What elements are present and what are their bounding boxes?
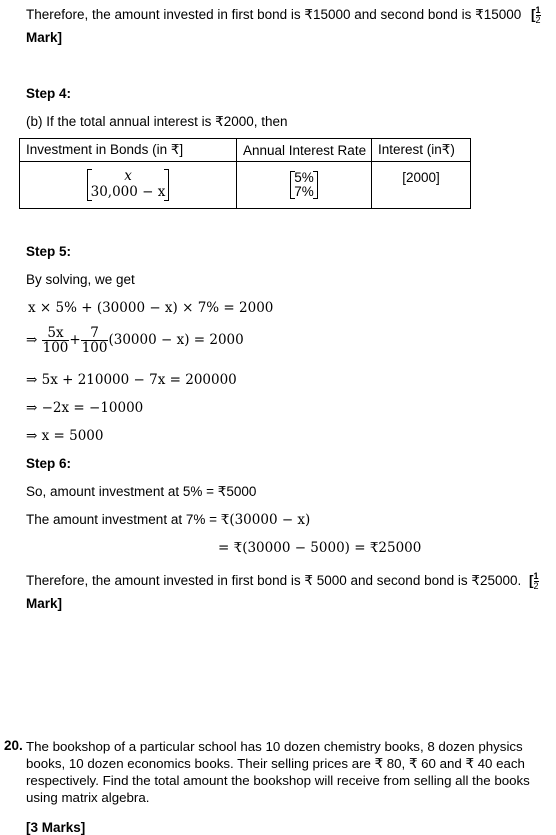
mark-label: Mark] (26, 596, 63, 611)
equation-5: ⇒ x = 5000 (26, 428, 104, 444)
table-row (20, 162, 471, 209)
equation-2 (26, 326, 244, 355)
equation-3: ⇒ 5x + 210000 − 7x = 200000 (26, 372, 237, 388)
conclusion-step6-text: Therefore, the amount invested in first bond is ₹ 5000 and second bond is ₹25000. (26, 573, 522, 589)
question-line: using matrix algebra. (26, 790, 150, 805)
equation-4: ⇒ −2x = −10000 (26, 400, 144, 416)
matrix-entry: 7% (294, 184, 314, 199)
step6-line3: = ₹(30000 − 5000) = ₹25000 (218, 540, 422, 556)
question-line: books, 10 dozen economics books. Their selling prices are ₹ 80, ₹ 60 and ₹ 40 each (26, 756, 525, 771)
table-cell-rate (237, 162, 372, 209)
conclusion-step3 (26, 6, 541, 25)
half-fraction: $\frac{1}{2}$ (533, 571, 539, 591)
half-mark-open: [ (529, 573, 534, 589)
table-header-cell: Investment in Bonds (in ₹] (20, 139, 237, 162)
matrix-entry: x (124, 168, 132, 185)
step6-line1: So, amount investment at 5% = ₹5000 (26, 484, 257, 499)
mark-label: Mark] (26, 30, 63, 45)
implies-symbol: ⇒ (26, 332, 38, 349)
question-line: The bookshop of a particular school has 10 dozen chemistry books, 8 dozen physics (26, 739, 523, 754)
half-mark-open: [ (531, 7, 536, 23)
step5-heading: Step 5: (26, 244, 72, 259)
matrix-entry: 5% (294, 169, 314, 185)
question-line: respectively. Find the total amount the bookshop will receive from selling all the books (26, 773, 530, 788)
fraction-7-100: $\frac{7}{100}$ (81, 325, 108, 357)
step4-intro: (b) If the total annual interest is ₹2000, then (26, 114, 288, 129)
half-fraction: $\frac{1}{2}$ (535, 5, 541, 25)
step5-intro: By solving, we get (26, 272, 135, 287)
step6-line2-text: The amount investment at 7% = (26, 512, 221, 527)
question-20-text (26, 738, 530, 806)
table-header-cell: Interest (in₹) (372, 139, 471, 162)
step6-heading: Step 6: (26, 456, 72, 471)
question-number: 20. (4, 738, 23, 753)
table-header-row (20, 139, 471, 162)
table-cell-investment (20, 162, 237, 209)
rate-matrix (290, 171, 318, 199)
equation-2-rest: (30000 − x) = 2000 (108, 332, 244, 349)
table-header-cell: Annual Interest Rate (237, 139, 372, 162)
investment-matrix (87, 169, 170, 200)
interest-table (19, 138, 471, 209)
equation-1: x × 5% + (30000 − x) × 7% = 2000 (28, 300, 274, 316)
table-cell-interest: [2000] (372, 162, 471, 209)
step4-heading: Step 4: (26, 86, 72, 101)
fraction-5x-100: $\frac{5x}{100}$ (42, 325, 69, 357)
plus-sign: + (69, 332, 81, 349)
conclusion-step3-text: Therefore, the amount invested in first bond is ₹15000 and second bond is ₹15000 (26, 7, 522, 23)
question-marks: [3 Marks] (26, 820, 86, 835)
matrix-entry: 30,000 − x (90, 184, 166, 200)
conclusion-step6 (26, 572, 539, 591)
step6-line2-math: ₹(30000 − x) (220, 512, 311, 528)
step6-line2 (26, 512, 310, 528)
